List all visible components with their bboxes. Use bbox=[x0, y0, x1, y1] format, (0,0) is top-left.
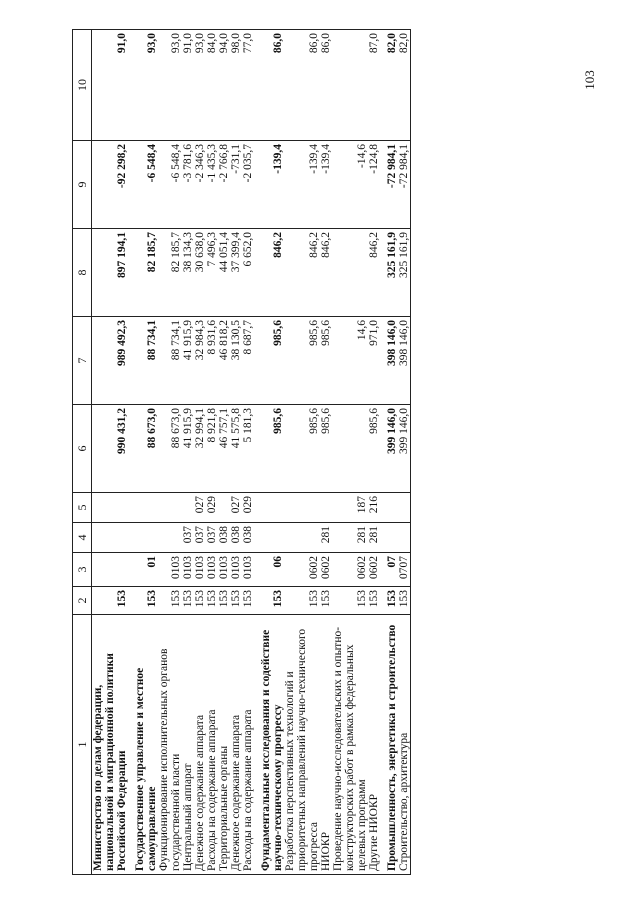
row-name-cell: Другие НИОКР bbox=[368, 615, 380, 875]
table-cell: 46 818,2 bbox=[218, 317, 230, 405]
row-name-cell: Денежное содержание аппарата bbox=[230, 615, 242, 875]
table-row bbox=[368, 30, 380, 875]
table-cell: 0602 bbox=[332, 553, 368, 587]
table-cell: 38 130,5 bbox=[230, 317, 242, 405]
table-cell: 027 bbox=[230, 493, 242, 523]
table-cell: 153 bbox=[332, 587, 368, 615]
table-cell: -139,4 bbox=[254, 141, 284, 229]
table-cell: 88 673,0 bbox=[128, 405, 158, 493]
table-row bbox=[284, 30, 320, 875]
column-header: 5 bbox=[73, 493, 92, 523]
table-cell bbox=[92, 523, 129, 553]
table-cell bbox=[182, 493, 194, 523]
table-cell: 01 bbox=[128, 553, 158, 587]
table-row bbox=[242, 30, 254, 875]
table-cell bbox=[158, 523, 182, 553]
table-row bbox=[230, 30, 242, 875]
table-cell: 0103 bbox=[218, 553, 230, 587]
table-cell: 84,0 bbox=[206, 30, 218, 141]
table-cell bbox=[398, 493, 411, 523]
budget-table-container bbox=[72, 30, 629, 875]
table-cell: 82,0 bbox=[398, 30, 411, 141]
table-cell: 985,6 bbox=[254, 317, 284, 405]
column-header: 1 bbox=[73, 615, 92, 875]
table-row bbox=[398, 30, 411, 875]
page-number: 103 bbox=[582, 70, 597, 90]
table-cell: 93,0 bbox=[128, 30, 158, 141]
table-cell: 325 161,9 bbox=[380, 229, 398, 317]
column-header: 6 bbox=[73, 405, 92, 493]
table-cell: 86,0 bbox=[254, 30, 284, 141]
table-cell: -2 766,8 bbox=[218, 141, 230, 229]
table-cell: 38 134,3 bbox=[182, 229, 194, 317]
table-cell: -6 548,4 bbox=[158, 141, 182, 229]
table-cell: -139,4 bbox=[284, 141, 320, 229]
row-name-cell: Государственное управление и местное самоуправление bbox=[128, 615, 158, 875]
table-cell: 0602 bbox=[284, 553, 320, 587]
table-cell: 87,0 bbox=[368, 30, 380, 141]
table-cell bbox=[332, 30, 368, 141]
table-cell: 398 146,0 bbox=[398, 317, 411, 405]
table-cell: 0602 bbox=[320, 553, 332, 587]
table-cell: 153 bbox=[218, 587, 230, 615]
table-cell: -6 548,4 bbox=[128, 141, 158, 229]
header-row bbox=[73, 30, 92, 875]
table-cell: -2 346,3 bbox=[194, 141, 206, 229]
rotated-table-area bbox=[72, 30, 629, 875]
row-name-cell: Функционирование исполнительных органов государственной власти bbox=[158, 615, 182, 875]
table-cell: 846,2 bbox=[320, 229, 332, 317]
column-header: 7 bbox=[73, 317, 92, 405]
table-cell: 985,6 bbox=[320, 317, 332, 405]
table-cell: 5 181,3 bbox=[242, 405, 254, 493]
budget-table bbox=[72, 29, 411, 875]
table-cell: 989 492,3 bbox=[92, 317, 129, 405]
table-cell: 153 bbox=[242, 587, 254, 615]
table-cell: 985,6 bbox=[254, 405, 284, 493]
table-cell: 94,0 bbox=[218, 30, 230, 141]
table-cell: 37 399,4 bbox=[230, 229, 242, 317]
table-cell: 6 652,0 bbox=[242, 229, 254, 317]
table-cell: 153 bbox=[92, 587, 129, 615]
table-cell: 46 757,1 bbox=[218, 405, 230, 493]
table-cell: 0707 bbox=[398, 553, 411, 587]
table-cell: -2 035,7 bbox=[242, 141, 254, 229]
table-cell: 038 bbox=[218, 523, 230, 553]
table-cell: 846,2 bbox=[368, 229, 380, 317]
table-cell: 037 bbox=[206, 523, 218, 553]
column-header: 3 bbox=[73, 553, 92, 587]
table-cell: 985,6 bbox=[284, 317, 320, 405]
table-cell: 7 496,3 bbox=[206, 229, 218, 317]
table-cell: 281 bbox=[320, 523, 332, 553]
column-header: 10 bbox=[73, 30, 92, 141]
row-name-cell: Расходы на содержание аппарата bbox=[206, 615, 218, 875]
table-cell: 41 915,9 bbox=[182, 317, 194, 405]
table-row bbox=[320, 30, 332, 875]
table-cell: 153 bbox=[284, 587, 320, 615]
table-cell: 990 431,2 bbox=[92, 405, 129, 493]
table-cell: 985,6 bbox=[284, 405, 320, 493]
table-cell: 91,0 bbox=[182, 30, 194, 141]
table-cell: 187 bbox=[332, 493, 368, 523]
table-cell: 971,0 bbox=[368, 317, 380, 405]
table-cell: 86,0 bbox=[284, 30, 320, 141]
table-cell: 86,0 bbox=[320, 30, 332, 141]
table-cell: 82 185,7 bbox=[128, 229, 158, 317]
table-cell: -72 984,1 bbox=[380, 141, 398, 229]
table-cell: 0103 bbox=[182, 553, 194, 587]
table-cell: 93,0 bbox=[158, 30, 182, 141]
table-cell bbox=[332, 229, 368, 317]
table-cell: -139,4 bbox=[320, 141, 332, 229]
table-cell: 399 146,0 bbox=[380, 405, 398, 493]
table-cell: 88 734,1 bbox=[158, 317, 182, 405]
table-cell: 93,0 bbox=[194, 30, 206, 141]
table-cell: 41 575,8 bbox=[230, 405, 242, 493]
table-header bbox=[73, 30, 92, 875]
table-cell: 398 146,0 bbox=[380, 317, 398, 405]
table-cell: 897 194,1 bbox=[92, 229, 129, 317]
row-name-cell: Центральный аппарат bbox=[182, 615, 194, 875]
column-header: 9 bbox=[73, 141, 92, 229]
table-cell bbox=[128, 493, 158, 523]
table-cell: 98,0 bbox=[230, 30, 242, 141]
table-cell: 41 915,9 bbox=[182, 405, 194, 493]
table-cell: 0103 bbox=[158, 553, 182, 587]
table-cell bbox=[332, 405, 368, 493]
table-cell: 0103 bbox=[206, 553, 218, 587]
table-cell: -72 984,1 bbox=[398, 141, 411, 229]
table-cell: -124,8 bbox=[368, 141, 380, 229]
table-cell: 038 bbox=[242, 523, 254, 553]
column-header: 4 bbox=[73, 523, 92, 553]
table-row bbox=[158, 30, 182, 875]
row-name-cell: НИОКР bbox=[320, 615, 332, 875]
table-cell: 037 bbox=[182, 523, 194, 553]
table-cell: 88 734,1 bbox=[128, 317, 158, 405]
table-cell: 037 bbox=[194, 523, 206, 553]
table-cell: 153 bbox=[254, 587, 284, 615]
table-cell: 153 bbox=[182, 587, 194, 615]
table-row bbox=[380, 30, 398, 875]
table-cell: 281 bbox=[332, 523, 368, 553]
row-name-cell: Проведение научно-исследовательских и опытно-конструкторских работ в рамках федеральных целевых программ bbox=[332, 615, 368, 875]
table-cell bbox=[92, 553, 129, 587]
table-cell bbox=[158, 493, 182, 523]
table-cell: 038 bbox=[230, 523, 242, 553]
table-cell: -14,6 bbox=[332, 141, 368, 229]
table-row bbox=[218, 30, 230, 875]
row-name-cell: Министерство по делам федерации, национальной и миграционной политики Российской Федерации bbox=[92, 615, 129, 875]
table-cell: 153 bbox=[128, 587, 158, 615]
table-row bbox=[182, 30, 194, 875]
table-cell: 30 638,0 bbox=[194, 229, 206, 317]
table-cell: 029 bbox=[206, 493, 218, 523]
table-cell: 281 bbox=[368, 523, 380, 553]
table-cell: 07 bbox=[380, 553, 398, 587]
table-cell: 8 921,8 bbox=[206, 405, 218, 493]
table-cell: 0103 bbox=[194, 553, 206, 587]
table-cell: -92 298,2 bbox=[92, 141, 129, 229]
table-cell: 325 161,9 bbox=[398, 229, 411, 317]
table-cell: -3 781,6 bbox=[182, 141, 194, 229]
table-cell: 153 bbox=[194, 587, 206, 615]
table-cell bbox=[218, 493, 230, 523]
row-name-cell: Строительство, архитектура bbox=[398, 615, 411, 875]
table-cell: 88 673,0 bbox=[158, 405, 182, 493]
table-cell: 153 bbox=[398, 587, 411, 615]
table-cell: 0103 bbox=[230, 553, 242, 587]
table-cell: 82,0 bbox=[380, 30, 398, 141]
table-cell: 985,6 bbox=[320, 405, 332, 493]
table-cell: 8 687,7 bbox=[242, 317, 254, 405]
table-row bbox=[194, 30, 206, 875]
table-cell bbox=[284, 493, 320, 523]
table-cell bbox=[254, 493, 284, 523]
table-cell: 029 bbox=[242, 493, 254, 523]
table-cell: 985,6 bbox=[368, 405, 380, 493]
table-cell: -1 435,3 bbox=[206, 141, 218, 229]
table-cell: 77,0 bbox=[242, 30, 254, 141]
table-body bbox=[92, 30, 411, 875]
table-cell bbox=[92, 493, 129, 523]
table-cell: 153 bbox=[206, 587, 218, 615]
table-cell: 153 bbox=[368, 587, 380, 615]
row-name-cell: Территориальные органы bbox=[218, 615, 230, 875]
row-name-cell: Фундаментальные исследования и содействие научно-техническому прогрессу bbox=[254, 615, 284, 875]
table-cell: 91,0 bbox=[92, 30, 129, 141]
table-cell: 32 994,1 bbox=[194, 405, 206, 493]
table-cell: 153 bbox=[158, 587, 182, 615]
table-cell: 216 bbox=[368, 493, 380, 523]
table-cell: 0103 bbox=[242, 553, 254, 587]
column-header: 2 bbox=[73, 587, 92, 615]
table-cell: 82 185,7 bbox=[158, 229, 182, 317]
table-cell bbox=[128, 523, 158, 553]
table-cell bbox=[380, 523, 398, 553]
row-name-cell: Разработка перспективных технологий и приоритетных направлений научно-технического прогресса bbox=[284, 615, 320, 875]
table-cell: 399 146,0 bbox=[398, 405, 411, 493]
table-cell: 153 bbox=[230, 587, 242, 615]
table-cell: -731,1 bbox=[230, 141, 242, 229]
row-name-cell: Промышленность, энергетика и строительство bbox=[380, 615, 398, 875]
table-cell: 44 051,4 bbox=[218, 229, 230, 317]
table-cell: 32 984,3 bbox=[194, 317, 206, 405]
table-row bbox=[332, 30, 368, 875]
table-cell: 153 bbox=[320, 587, 332, 615]
table-row bbox=[128, 30, 158, 875]
table-cell: 027 bbox=[194, 493, 206, 523]
table-cell bbox=[398, 523, 411, 553]
table-cell bbox=[320, 493, 332, 523]
table-cell: 153 bbox=[380, 587, 398, 615]
table-cell: 06 bbox=[254, 553, 284, 587]
table-cell: 846,2 bbox=[254, 229, 284, 317]
table-cell: 0602 bbox=[368, 553, 380, 587]
row-name-cell: Расходы на содержание аппарата bbox=[242, 615, 254, 875]
column-header: 8 bbox=[73, 229, 92, 317]
table-cell: 846,2 bbox=[284, 229, 320, 317]
table-row bbox=[254, 30, 284, 875]
table-cell: 14,6 bbox=[332, 317, 368, 405]
table-row bbox=[206, 30, 218, 875]
table-cell bbox=[380, 493, 398, 523]
table-cell: 8 931,6 bbox=[206, 317, 218, 405]
table-cell bbox=[254, 523, 284, 553]
row-name-cell: Денежное содержание аппарата bbox=[194, 615, 206, 875]
table-cell bbox=[284, 523, 320, 553]
table-row bbox=[92, 30, 129, 875]
